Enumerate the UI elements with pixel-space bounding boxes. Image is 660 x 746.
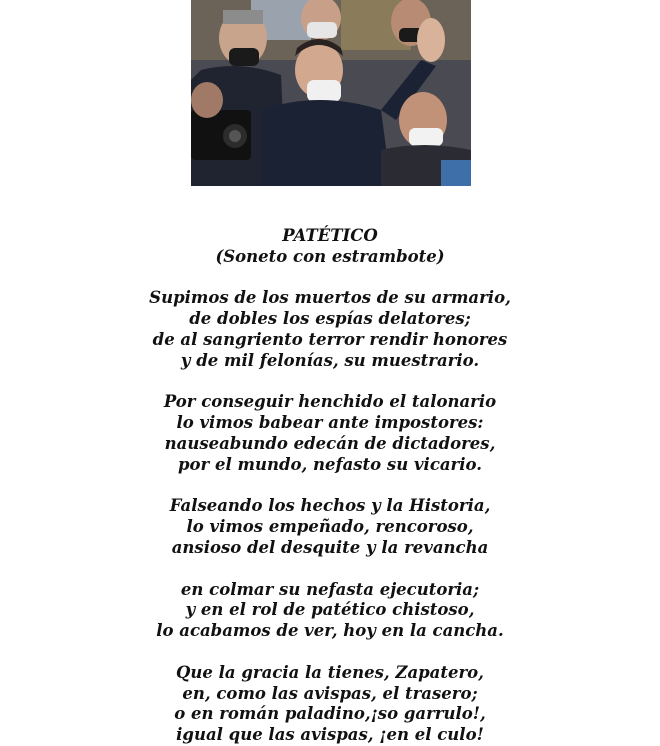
- verse-line: ansioso del desquite y la revancha: [171, 537, 489, 557]
- verse-line: Falseando los hechos y la Historia,: [169, 496, 491, 516]
- verse-line: igual que las avispas, ¡en el culo!: [176, 725, 484, 745]
- verse-line: nauseabundo edecán de dictadores,: [164, 433, 496, 453]
- poem: [0, 226, 660, 746]
- verse-line: y en el rol de patético chistoso,: [185, 600, 475, 620]
- verse-line: de dobles los espías delatores;: [189, 309, 471, 329]
- stanza-1: [0, 288, 660, 371]
- poem-title: PATÉTICO: [282, 226, 378, 245]
- verse-line: o en román paladino,¡so garrulo!,: [174, 704, 486, 724]
- poem-heading: [0, 226, 660, 268]
- stanza-5: [0, 663, 660, 746]
- verse-line: de al sangriento terror rendir honores: [152, 329, 508, 349]
- verse-line: en colmar su nefasta ejecutoria;: [180, 579, 480, 599]
- poem-subtitle: (Soneto con estrambote): [215, 246, 445, 266]
- verse-line: lo vimos babear ante impostores:: [176, 413, 484, 433]
- verse-line: y de mil felonías, su muestrario.: [180, 350, 480, 370]
- crowd-photo: [191, 0, 471, 186]
- verse-line: Supimos de los muertos de su armario,: [149, 288, 511, 308]
- verse-line: lo vimos empeñado, rencoroso,: [186, 517, 474, 537]
- stanza-2: [0, 392, 660, 475]
- verse-line: en, como las avispas, el trasero;: [182, 683, 478, 703]
- stanza-3: [0, 496, 660, 558]
- verse-line: Por conseguir henchido el talonario: [163, 392, 497, 412]
- verse-line: por el mundo, nefasto su vicario.: [178, 454, 482, 474]
- verse-line: Que la gracia la tienes, Zapatero,: [176, 662, 484, 682]
- crowd-photo-illustration: [191, 0, 471, 186]
- verse-line: lo acabamos de ver, hoy en la cancha.: [156, 621, 504, 641]
- stanza-4: [0, 580, 660, 642]
